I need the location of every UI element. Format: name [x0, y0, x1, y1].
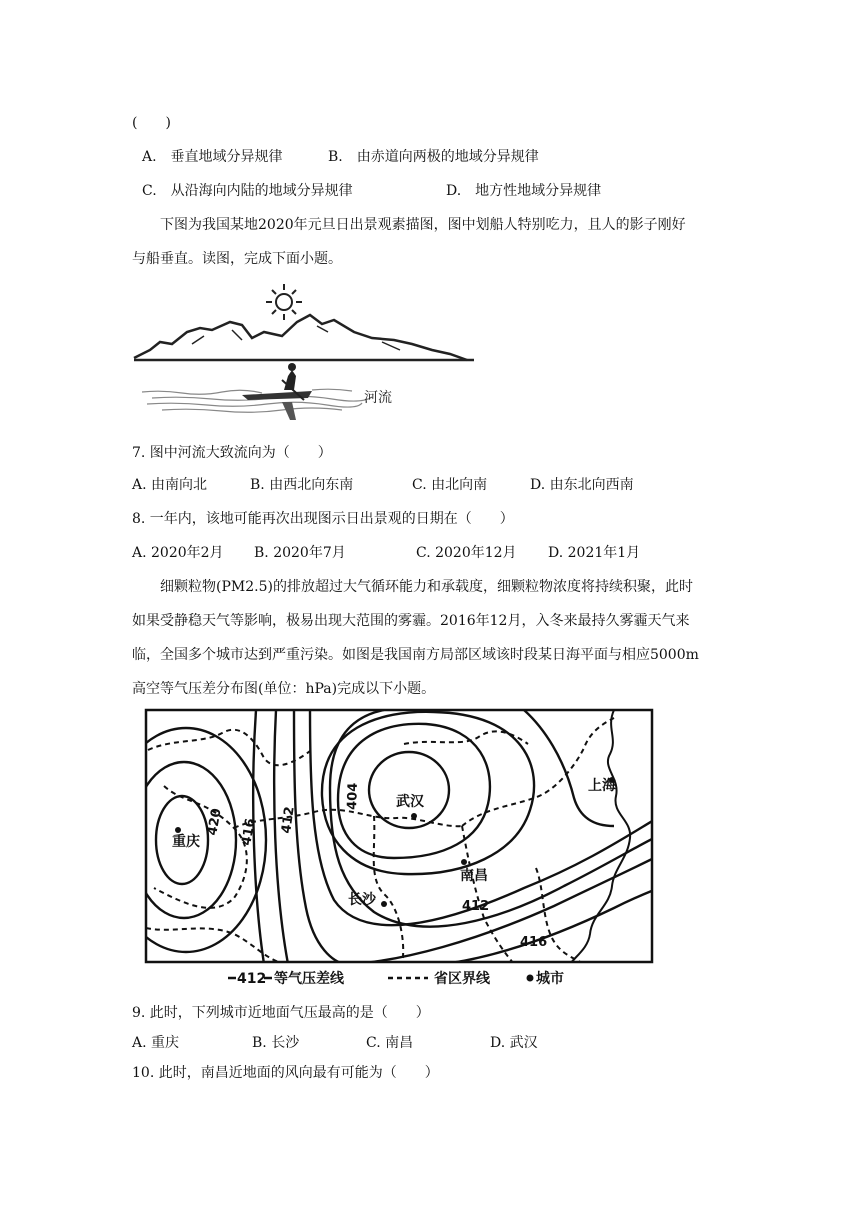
legend-boundary-text: 省区界线 [434, 971, 490, 987]
q8-option-c: C. 2020年12月 [416, 545, 517, 561]
map-legend [228, 970, 564, 987]
city-dot-changsha [381, 901, 387, 907]
question-7-stem: 7. 图中河流大致流向为（ ） [132, 445, 332, 461]
pressure-difference-map [144, 708, 654, 993]
contour-label-416-east: 416 [520, 935, 548, 950]
q6-option-b: B. 由赤道向两极的地域分异规律 [328, 149, 539, 165]
legend-contour-value: 412 [237, 971, 267, 987]
city-label-nanchang: 南昌 [460, 868, 488, 884]
city-label-wuhan: 武汉 [396, 794, 424, 810]
mountain-outline [134, 315, 467, 360]
city-dot-wuhan [411, 813, 417, 819]
q7-option-b: B. 由西北向东南 [250, 477, 354, 493]
intro-paragraph-2-line-1: 细颗粒物(PM2.5)的排放超过大气循环能力和承载度，细颗粒物浓度将持续积聚，此时 [160, 579, 693, 595]
contour-label-412-east: 412 [462, 899, 490, 914]
q7-option-c: C. 由北向南 [412, 477, 488, 493]
q8-option-d: D. 2021年1月 [548, 545, 641, 561]
city-label-chongqing: 重庆 [172, 834, 200, 850]
q9-option-c: C. 南昌 [366, 1035, 414, 1051]
q8-option-b: B. 2020年7月 [254, 545, 346, 561]
question-6-blank: ( ) [132, 115, 171, 131]
q6-option-a: A. 垂直地域分异规律 [142, 149, 283, 165]
intro-paragraph-1-line-1: 下图为我国某地2020年元旦日出景观素描图，图中划船人特别吃力，且人的影子刚好 [160, 217, 686, 233]
sun-icon [266, 284, 302, 320]
river-label: 河流 [364, 390, 392, 406]
contour-label-404: 404 [345, 782, 361, 811]
city-label-changsha: 长沙 [348, 892, 376, 908]
sunrise-sketch [132, 280, 482, 430]
question-10-stem: 10. 此时，南昌近地面的风向最有可能为（ ） [132, 1065, 439, 1081]
intro-paragraph-2-line-2: 如果受静稳天气等影响，极易出现大范围的雾霾。2016年12月，入冬来最持久雾霾天气来 [132, 613, 690, 629]
q9-option-a: A. 重庆 [132, 1035, 180, 1051]
city-label-shanghai: 上海 [588, 778, 616, 794]
city-dot-nanchang [461, 859, 467, 865]
contour-label-412-west: 412 [279, 805, 298, 835]
intro-paragraph-1-line-2: 与船垂直。读图，完成下面小题。 [132, 251, 342, 267]
legend-contour-text: 等气压差线 [274, 971, 344, 987]
q9-option-b: B. 长沙 [252, 1035, 300, 1051]
q6-option-c: C. 从沿海向内陆的地域分异规律 [142, 183, 353, 199]
q8-option-a: A. 2020年2月 [132, 545, 224, 561]
river-ripples [142, 389, 372, 412]
question-9-stem: 9. 此时，下列城市近地面气压最高的是（ ） [132, 1005, 430, 1021]
intro-paragraph-2-line-3: 临，全国多个城市达到严重污染。如图是我国南方局部区域该时段某日海平面与相应5000m [132, 647, 699, 663]
q9-option-d: D. 武汉 [490, 1035, 538, 1051]
intro-paragraph-2-line-4: 高空等气压差分布图(单位：hPa)完成以下小题。 [132, 681, 436, 697]
question-8-stem: 8. 一年内，该地可能再次出现图示日出景观的日期在（ ） [132, 511, 514, 527]
legend-city-text: 城市 [536, 971, 564, 987]
city-dot-chongqing [175, 827, 181, 833]
contour-label-416: 416 [239, 817, 259, 847]
contour-label-420: 420 [205, 807, 225, 837]
q7-option-a: A. 由南向北 [132, 477, 208, 493]
q7-option-d: D. 由东北向西南 [530, 477, 634, 493]
q6-option-d: D. 地方性地域分异规律 [446, 183, 602, 199]
